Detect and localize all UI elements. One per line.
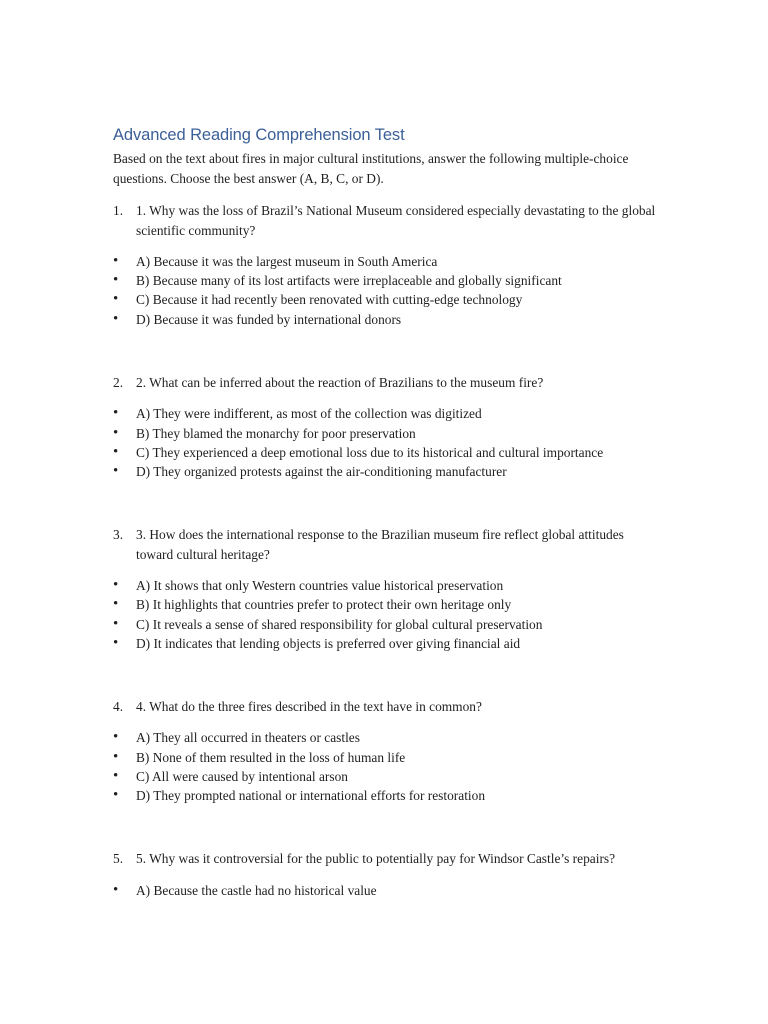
bullet-icon: • bbox=[113, 253, 119, 269]
bullet-icon: • bbox=[113, 634, 119, 651]
answer-option bbox=[113, 424, 658, 443]
option-text: C) Because it had recently been renovated with cutting-edge technology bbox=[136, 292, 523, 308]
bullet-icon: • bbox=[113, 462, 119, 479]
answer-option bbox=[113, 271, 658, 290]
option-text: D) They prompted national or international efforts for restoration bbox=[136, 788, 486, 804]
question-block-4 bbox=[113, 697, 658, 805]
question-number: 1. bbox=[113, 203, 124, 218]
option-text: B) They blamed the monarchy for poor preservation bbox=[136, 425, 416, 441]
option-text: B) None of them resulted in the loss of human life bbox=[136, 749, 406, 765]
question-prompt: 2. What can be inferred about the reaction of Brazilians to the museum fire? bbox=[136, 374, 544, 390]
document-page bbox=[113, 124, 658, 900]
question-block-3 bbox=[113, 525, 658, 653]
answer-option bbox=[113, 615, 658, 634]
bullet-icon: • bbox=[113, 748, 119, 765]
answer-option bbox=[113, 310, 658, 329]
answer-option bbox=[113, 576, 658, 595]
question-prompt: 1. Why was the loss of Brazil’s National Museum considered especially devastating to the global scientific community? bbox=[136, 203, 656, 238]
answer-option bbox=[113, 634, 658, 653]
bullet-icon: • bbox=[113, 310, 119, 327]
answer-option bbox=[113, 881, 658, 900]
option-text: A) They were indifferent, as most of the collection was digitized bbox=[136, 406, 482, 422]
question-number: 4. bbox=[113, 698, 124, 714]
option-text: B) Because many of its lost artifacts were irreplaceable and globally significant bbox=[136, 273, 562, 289]
answer-option bbox=[113, 462, 658, 481]
answer-option bbox=[113, 786, 658, 805]
question-prompt: 4. What do the three fires described in the text have in common? bbox=[136, 698, 482, 714]
option-text: A) It shows that only Western countries value historical preservation bbox=[136, 578, 504, 594]
answer-option bbox=[113, 252, 658, 271]
answer-option bbox=[113, 595, 658, 614]
question-text bbox=[113, 849, 658, 869]
option-text: A) Because the castle had no historical value bbox=[136, 882, 377, 898]
answer-options bbox=[113, 728, 658, 805]
bullet-icon: • bbox=[113, 729, 119, 746]
bullet-icon: • bbox=[113, 881, 119, 898]
option-text: B) It highlights that countries prefer to protect their own heritage only bbox=[136, 597, 512, 613]
answer-option bbox=[113, 404, 658, 423]
option-text: C) All were caused by intentional arson bbox=[136, 768, 348, 784]
bullet-icon: • bbox=[113, 596, 119, 613]
question-prompt: 5. Why was it controversial for the public to potentially pay for Windsor Castle’s repairs? bbox=[136, 851, 616, 867]
option-text: C) They experienced a deep emotional loss due to its historical and cultural importance bbox=[136, 444, 604, 460]
answer-options bbox=[113, 404, 658, 481]
question-text bbox=[113, 373, 658, 393]
question-number: 2. bbox=[113, 374, 124, 390]
answer-options bbox=[113, 881, 658, 900]
option-text: C) It reveals a sense of shared responsibility for global cultural preservation bbox=[136, 616, 543, 632]
bullet-icon: • bbox=[113, 272, 119, 289]
bullet-icon: • bbox=[113, 767, 119, 784]
bullet-icon: • bbox=[113, 443, 119, 460]
option-text: D) It indicates that lending objects is preferred over giving financial aid bbox=[136, 635, 521, 651]
answer-option bbox=[113, 767, 658, 786]
option-text: D) They organized protests against the air-conditioning manufacturer bbox=[136, 463, 507, 479]
answer-options bbox=[113, 576, 658, 653]
question-block-5 bbox=[113, 849, 658, 900]
question-text bbox=[113, 697, 658, 717]
option-text: A) They all occurred in theaters or castles bbox=[136, 730, 360, 746]
answer-option bbox=[113, 728, 658, 747]
bullet-icon: • bbox=[113, 424, 119, 441]
question-block-2 bbox=[113, 373, 658, 481]
answer-option bbox=[113, 290, 658, 309]
question-text bbox=[113, 201, 658, 240]
bullet-icon: • bbox=[113, 291, 119, 308]
document-title: Advanced Reading Comprehension Test bbox=[113, 126, 405, 144]
bullet-icon: • bbox=[113, 615, 119, 632]
question-block-1 bbox=[113, 201, 658, 329]
option-text: A) Because it was the largest museum in South America bbox=[136, 254, 438, 269]
answer-option bbox=[113, 443, 658, 462]
question-number: 5. bbox=[113, 851, 124, 867]
answer-option bbox=[113, 748, 658, 767]
bullet-icon: • bbox=[113, 577, 119, 594]
bullet-icon: • bbox=[113, 405, 119, 422]
question-text bbox=[113, 525, 658, 564]
question-number: 3. bbox=[113, 527, 124, 543]
option-text: D) Because it was funded by international donors bbox=[136, 311, 402, 327]
instructions-paragraph: Based on the text about fires in major cultural institutions, answer the following multiple-choice questions. Choose the best answer (A, B, C, or D). bbox=[113, 151, 629, 186]
answer-options bbox=[113, 252, 658, 329]
bullet-icon: • bbox=[113, 787, 119, 804]
question-prompt: 3. How does the international response to the Brazilian museum fire reflect global attitudes toward cultural heritage? bbox=[136, 527, 624, 562]
